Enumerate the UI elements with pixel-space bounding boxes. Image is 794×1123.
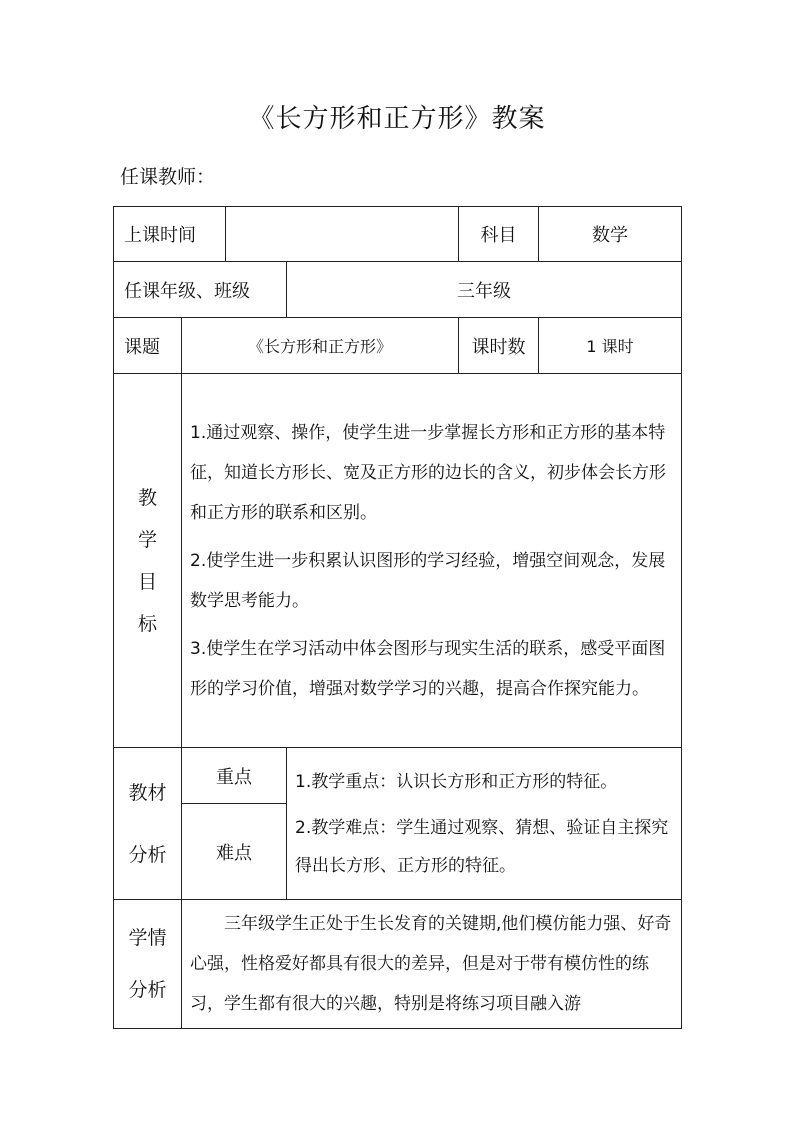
subject-value: 数学 <box>539 207 682 262</box>
student-label-line: 学情 <box>128 927 167 949</box>
objectives-label-char: 学 <box>137 528 157 551</box>
topic-value: 《长方形和正方形》 <box>182 318 459 374</box>
table-row <box>114 374 682 748</box>
objective-item: 3.使学生在学习活动中体会图形与现实生活的联系，感受平面图形的学习价值，增强对数学学习的兴趣，提高合作探究能力。 <box>190 638 666 699</box>
hours-value: 1 课时 <box>539 318 682 374</box>
hours-label: 课时数 <box>459 318 539 374</box>
student-text: 三年级学生正处于生长发育的关键期,他们模仿能力强、好奇心强，性格爱好都具有很大的差异，但是对于带有模仿性的练习，学生都有很大的兴趣，特别是将练习项目融入游 <box>190 914 672 1014</box>
teacher-label: 任课教师： <box>120 166 216 188</box>
objective-item: 2.使学生进一步积累认识图形的学习经验，增强空间观念，发展数学思考能力。 <box>190 550 666 611</box>
table-row <box>114 262 682 318</box>
key-label: 重点 <box>182 748 287 804</box>
class-time-label: 上课时间 <box>114 207 226 262</box>
lesson-plan-table <box>113 206 682 1029</box>
page-title: 《长方形和正方形》教案 <box>248 104 546 134</box>
student-label-line: 分析 <box>128 979 167 1001</box>
difficulty-text: 2.教学难点：学生通过观察、猜想、验证自主探究得出长方形、正方形的特征。 <box>295 817 669 876</box>
class-time-value <box>226 207 459 262</box>
analysis-label-line: 分析 <box>128 843 167 866</box>
table-row <box>114 207 682 262</box>
subject-label: 科目 <box>459 207 539 262</box>
student-content <box>182 900 682 1029</box>
student-label <box>114 900 182 1029</box>
grade-value: 三年级 <box>287 262 682 318</box>
key-text: 1.教学重点：认识长方形和正方形的特征。 <box>295 771 618 792</box>
analysis-content <box>287 748 682 900</box>
objectives-content <box>182 374 682 748</box>
objectives-label-char: 标 <box>137 612 157 635</box>
analysis-label <box>114 748 182 900</box>
objectives-label-char: 教 <box>137 486 157 509</box>
objectives-label <box>114 374 182 748</box>
table-row <box>114 900 682 1029</box>
objectives-label-char: 目 <box>137 570 157 593</box>
table-row <box>114 318 682 374</box>
analysis-label-line: 教材 <box>128 781 167 804</box>
table-row <box>114 748 682 804</box>
topic-label: 课题 <box>114 318 182 374</box>
difficulty-label: 难点 <box>182 804 287 900</box>
grade-label: 任课年级、班级 <box>114 262 287 318</box>
objective-item: 1.通过观察、操作，使学生进一步掌握长方形和正方形的基本特征，知道长方形长、宽及正方形的边长的含义，初步体会长方形和正方形的联系和区别。 <box>190 422 666 523</box>
